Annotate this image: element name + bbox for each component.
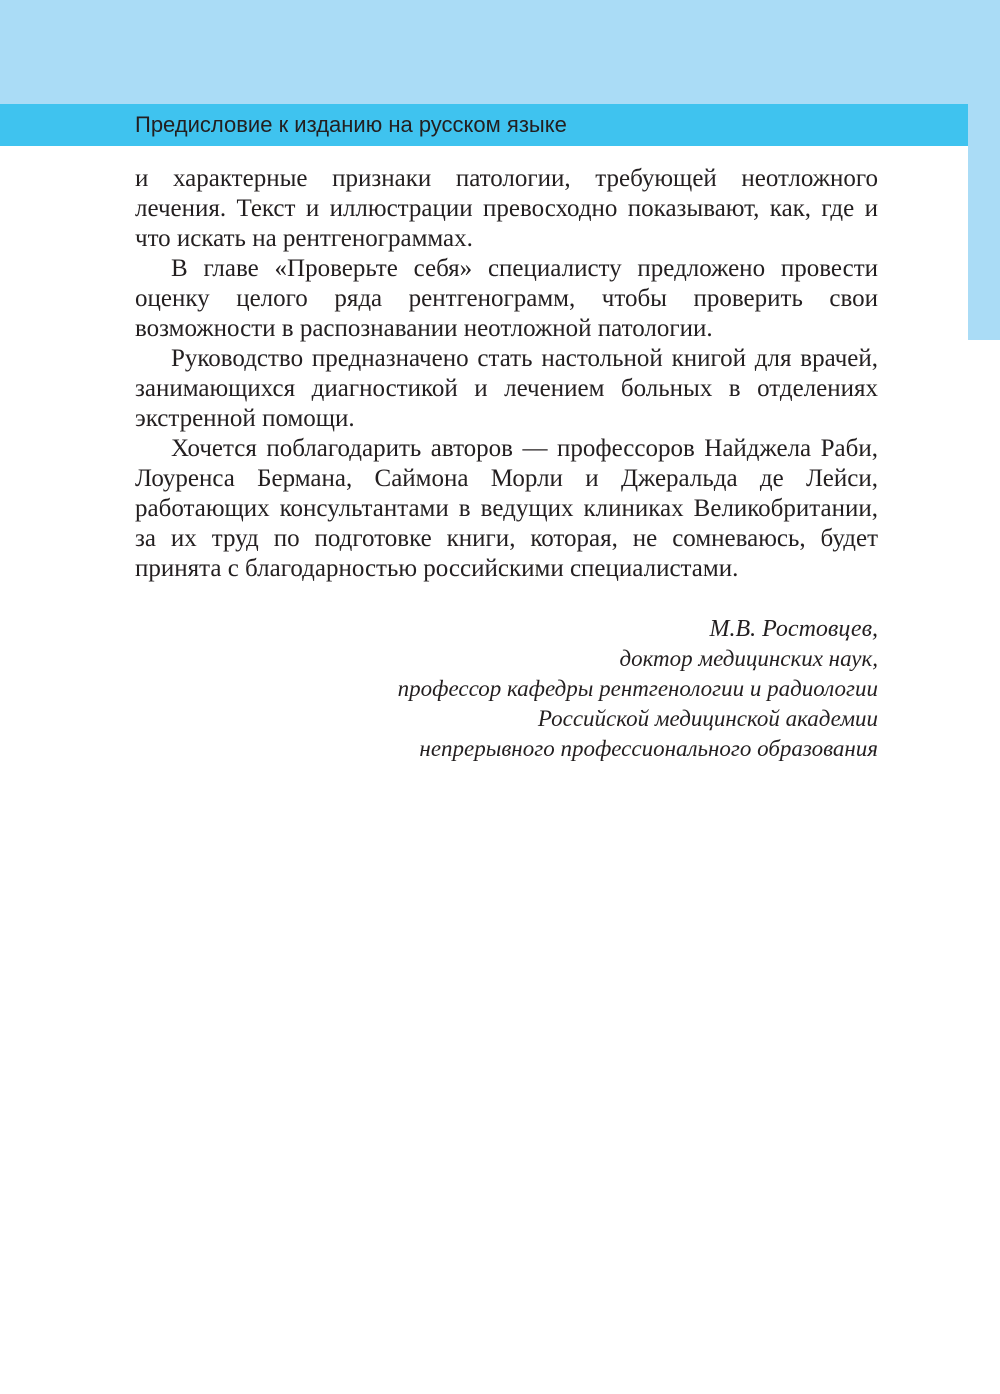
top-decorative-band [0,0,968,104]
running-header-title: Предисловие к изданию на русском языке [135,112,567,137]
paragraph-3: Руководство предназначено стать настольной книгой для врачей, занимающихся диагностикой и лечением больных в отделениях экстренной помощи. [135,345,878,432]
paragraph-4: Хочется поблагодарить авторов — профессоров Найджела Раби, Лоуренса Бермана, Саймона Морли и Джеральда де Лейси, работающих консультантами в ведущих клиниках Великобритании, за их труд по подготовке книги, которая, не сомневаюсь, будет принята с благодарностью российскими специалистами. [135,435,878,582]
signature-position: профессор кафедры рентгенологии и радиологии [397,676,878,701]
signature-degree: доктор медицинских наук, [619,646,878,671]
body-text [135,164,878,584]
signature-institution-cont: непрерывного профессионального образования [419,736,878,761]
paragraph-1: и характерные признаки патологии, требующей неотложного лечения. Текст и иллюстрации превосходно показывают, как, где и что искать на рентгенограммах. [135,165,878,252]
paragraph-2: В главе «Проверьте себя» специалисту предложено провести оценку целого ряда рентгенограмм, чтобы проверить свои возможности в распознавании неотложной патологии. [135,255,878,342]
running-header [0,104,968,146]
side-thumb-tab [968,0,1000,340]
signature-block [135,614,878,764]
signature-institution: Российской медицинской академии [537,706,878,731]
signature-name: М.В. Ростовцев, [709,616,878,642]
